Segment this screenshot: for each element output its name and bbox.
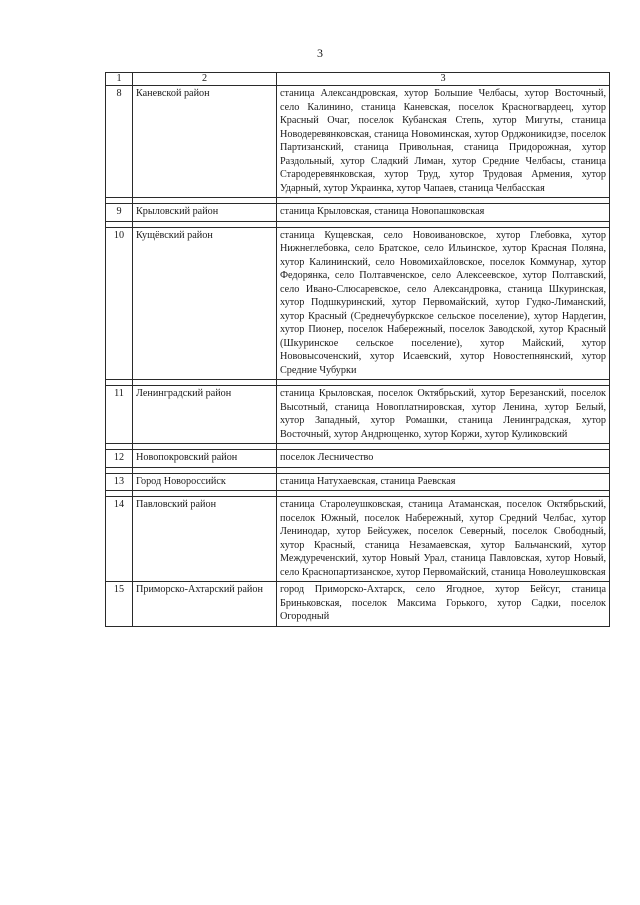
table-row — [106, 450, 610, 468]
district-name: Город Новороссийск — [133, 473, 277, 491]
row-number: 15 — [106, 582, 133, 627]
row-number: 12 — [106, 450, 133, 468]
settlements-table — [105, 72, 610, 627]
table-header-row — [106, 73, 610, 86]
row-number: 10 — [106, 227, 133, 380]
district-name: Павловский район — [133, 497, 277, 582]
row-number: 11 — [106, 386, 133, 444]
district-name: Крыловский район — [133, 204, 277, 222]
row-number: 14 — [106, 497, 133, 582]
district-name: Каневской район — [133, 86, 277, 198]
settlements-list: город Приморско-Ахтарск, село Ягодное, хутор Бейсуг, станица Бриньковская, поселок Максима Горького, хутор Садки, поселок Огородный — [277, 582, 610, 627]
table-row — [106, 497, 610, 582]
table-row — [106, 86, 610, 198]
table-row — [106, 227, 610, 380]
district-name: Ленинградский район — [133, 386, 277, 444]
settlements-list: станица Крыловская, станица Новопашковская — [277, 204, 610, 222]
settlements-list: станица Старолеушковская, станица Атаманская, поселок Октябрьский, поселок Южный, поселок Набережный, хутор Средний Челбас, хутор Ленинодар, хутор Бейсужек, поселок Северный, поселок Свободный, хутор Красный, станица Незамаевская, хутор Бальчанский, хутор Междуреченский, хутор Новый Урал, станица Павловская, хутор Новый, село Краснопартизанское, хутор Первомайский, станица Новолеушковская — [277, 497, 610, 582]
page-number: 3 — [317, 46, 323, 60]
row-number: 9 — [106, 204, 133, 222]
district-name: Кущёвский район — [133, 227, 277, 380]
column-header-number: 1 — [106, 73, 133, 86]
district-name: Новопокровский район — [133, 450, 277, 468]
settlements-list: станица Крыловская, поселок Октябрьский, хутор Березанский, поселок Высотный, станица Новоплатнировская, хутор Ленина, хутор Белый, хутор Западный, хутор Ромашки, станица Ленинградская, хутор Восточный, хутор Андрющенко, хутор Коржи, хутор Куликовский — [277, 386, 610, 444]
column-header-settlements: 3 — [277, 73, 610, 86]
row-number: 8 — [106, 86, 133, 198]
settlements-list: станица Кущевская, село Новоивановское, хутор Глебовка, хутор Нижнеглебовка, село Братское, село Ильинское, хутор Красная Поляна, хутор Калининский, село Новомихайловское, поселок Коммунар, хутор Федорянка, село Полтавченское, село Алексеевское, хутор Полтавский, село Ивано-Слюсаревское, село Александровка, станица Шкуринская, хутор Подшкуринский, хутор Первомайский, хутор Гудко-Лиманский, хутор Красный (Среднечубуркское сельское поселение), хутор Нардегин, хутор Пионер, поселок Набережный, поселок Заводской, хутор Красный (Шкуринское сельское поселение), хутор Майский, хутор Нововысоченский, хутор Исаевский, хутор Новостепнянский, хутор Средние Чубурки — [277, 227, 610, 380]
table-row — [106, 386, 610, 444]
row-number: 13 — [106, 473, 133, 491]
table-row — [106, 204, 610, 222]
table-row — [106, 582, 610, 627]
column-header-district: 2 — [133, 73, 277, 86]
settlements-list: станица Натухаевская, станица Раевская — [277, 473, 610, 491]
district-name: Приморско-Ахтарский район — [133, 582, 277, 627]
settlements-list: поселок Лесничество — [277, 450, 610, 468]
table-row — [106, 473, 610, 491]
settlements-list: станица Александровская, хутор Большие Челбасы, хутор Восточный, село Калинино, станица Каневская, поселок Красногвардеец, хутор Красный Очаг, поселок Кубанская Степь, хутор Мигуты, станица Новодеревянковская, станица Новоминская, хутор Орджоникидзе, поселок Партизанский, станица Привольная, станица Придорожная, хутор Раздольный, хутор Сладкий Лиман, хутор Средние Челбасы, станица Стародеревянковская, хутор Труд, хутор Трудовая Армения, хутор Ударный, хутор Украинка, хутор Чапаев, станица Челбасская — [277, 86, 610, 198]
